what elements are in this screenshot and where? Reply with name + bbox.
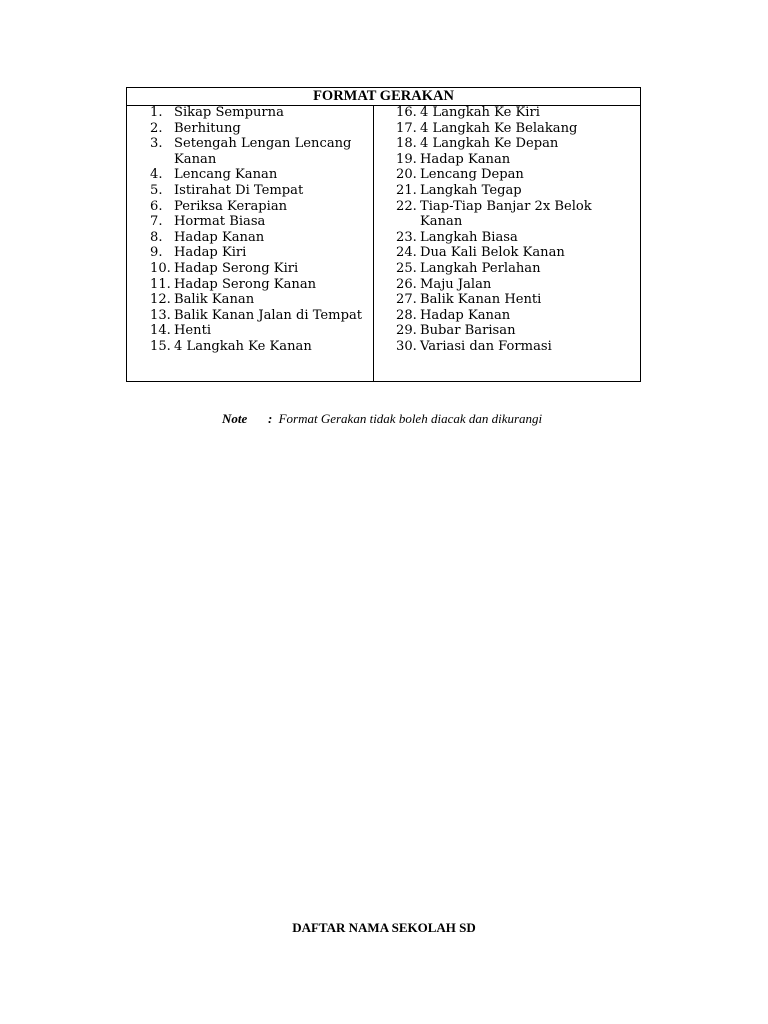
list-item xyxy=(150,292,370,308)
list-item xyxy=(396,308,636,324)
item-text: Bubar Barisan xyxy=(420,323,516,339)
right-list xyxy=(396,105,636,355)
item-text: Lencang Depan xyxy=(420,167,524,183)
item-text: Berhitung xyxy=(174,120,241,136)
list-item xyxy=(396,121,636,137)
list-item xyxy=(150,167,370,183)
list-item xyxy=(396,323,636,339)
list-item xyxy=(396,136,636,152)
list-item xyxy=(150,277,370,293)
item-text: Hadap Kanan xyxy=(420,307,511,323)
item-text: Hadap Serong Kiri xyxy=(174,260,299,276)
item-number: 27. xyxy=(396,292,417,308)
note-text: Format Gerakan tidak boleh diacak dan dikurangi xyxy=(278,411,543,426)
list-item xyxy=(396,230,636,246)
list-item xyxy=(150,245,370,261)
item-text: Hadap Kiri xyxy=(174,245,247,261)
note xyxy=(222,411,542,427)
item-text: Istirahat Di Tempat xyxy=(174,182,304,198)
item-number: 20. xyxy=(396,167,417,183)
item-text: Langkah Perlahan xyxy=(420,260,541,276)
item-number: 22. xyxy=(396,198,417,214)
item-text: Sikap Sempurna xyxy=(174,105,284,120)
list-item xyxy=(396,199,636,230)
item-text: Lencang Kanan xyxy=(174,167,278,183)
list-item xyxy=(396,152,636,168)
list-item xyxy=(150,323,370,339)
item-number: 19. xyxy=(396,151,417,167)
list-item xyxy=(396,339,636,355)
list-item xyxy=(150,230,370,246)
item-text: Balik Kanan Henti xyxy=(420,292,542,308)
item-text: 4 Langkah Ke Depan xyxy=(420,136,559,152)
list-item xyxy=(396,183,636,199)
item-number: 7. xyxy=(150,214,163,230)
item-number: 8. xyxy=(150,229,163,245)
list-item xyxy=(396,245,636,261)
item-number: 26. xyxy=(396,276,417,292)
item-number: 16. xyxy=(396,105,417,120)
item-number: 17. xyxy=(396,120,417,136)
item-number: 28. xyxy=(396,307,417,323)
item-text: Langkah Tegap xyxy=(420,182,522,198)
item-text: Henti xyxy=(174,323,212,339)
item-number: 9. xyxy=(150,245,163,261)
item-number: 21. xyxy=(396,182,417,198)
note-label: Note xyxy=(222,411,248,426)
item-text: Hadap Kanan xyxy=(174,229,265,245)
list-item xyxy=(150,261,370,277)
item-number: 12. xyxy=(150,292,171,308)
list-item xyxy=(396,277,636,293)
item-number: 3. xyxy=(150,136,163,152)
table-title: FORMAT GERAKAN xyxy=(127,88,640,106)
item-text: Hadap Kanan xyxy=(420,151,511,167)
item-number: 10. xyxy=(150,260,171,276)
item-number: 25. xyxy=(396,260,417,276)
list-item xyxy=(396,167,636,183)
item-text: Hadap Serong Kanan xyxy=(174,276,317,292)
item-number: 30. xyxy=(396,338,417,354)
footer-title: DAFTAR NAMA SEKOLAH SD xyxy=(292,920,476,935)
list-item xyxy=(396,105,636,121)
item-text: Hormat Biasa xyxy=(174,214,266,230)
item-text: Variasi dan Formasi xyxy=(420,338,552,354)
item-text: Balik Kanan Jalan di Tempat xyxy=(174,307,363,323)
list-item xyxy=(396,292,636,308)
list-item xyxy=(150,105,370,121)
list-item xyxy=(150,214,370,230)
item-number: 5. xyxy=(150,182,163,198)
item-number: 1. xyxy=(150,105,163,120)
item-text: Periksa Kerapian xyxy=(174,198,288,214)
list-item xyxy=(150,199,370,215)
item-number: 15. xyxy=(150,338,171,354)
item-text: Langkah Biasa xyxy=(420,229,518,245)
format-gerakan-table xyxy=(126,87,641,382)
item-text: 4 Langkah Ke Kiri xyxy=(420,105,540,120)
item-text: Setengah Lengan Lencang Kanan xyxy=(174,136,352,167)
item-number: 11. xyxy=(150,276,171,292)
item-text: Dua Kali Belok Kanan xyxy=(420,245,565,261)
item-text: Balik Kanan xyxy=(174,292,255,308)
table-body xyxy=(127,105,640,381)
list-item xyxy=(150,339,370,355)
item-number: 6. xyxy=(150,198,163,214)
item-text: Tiap-Tiap Banjar 2x Belok Kanan xyxy=(420,198,592,230)
left-column xyxy=(127,105,374,381)
list-item xyxy=(150,183,370,199)
item-number: 13. xyxy=(150,307,171,323)
list-item xyxy=(396,261,636,277)
note-separator: : xyxy=(268,411,273,426)
item-number: 2. xyxy=(150,120,163,136)
item-number: 4. xyxy=(150,167,163,183)
right-column xyxy=(374,105,640,381)
list-item xyxy=(150,136,370,167)
item-text: Maju Jalan xyxy=(420,276,492,292)
item-number: 23. xyxy=(396,229,417,245)
item-text: 4 Langkah Ke Belakang xyxy=(420,120,578,136)
left-list xyxy=(150,105,370,355)
list-item xyxy=(150,121,370,137)
item-text: 4 Langkah Ke Kanan xyxy=(174,338,312,354)
item-number: 24. xyxy=(396,245,417,261)
item-number: 18. xyxy=(396,136,417,152)
item-number: 29. xyxy=(396,323,417,339)
list-item xyxy=(150,308,370,324)
item-number: 14. xyxy=(150,323,171,339)
